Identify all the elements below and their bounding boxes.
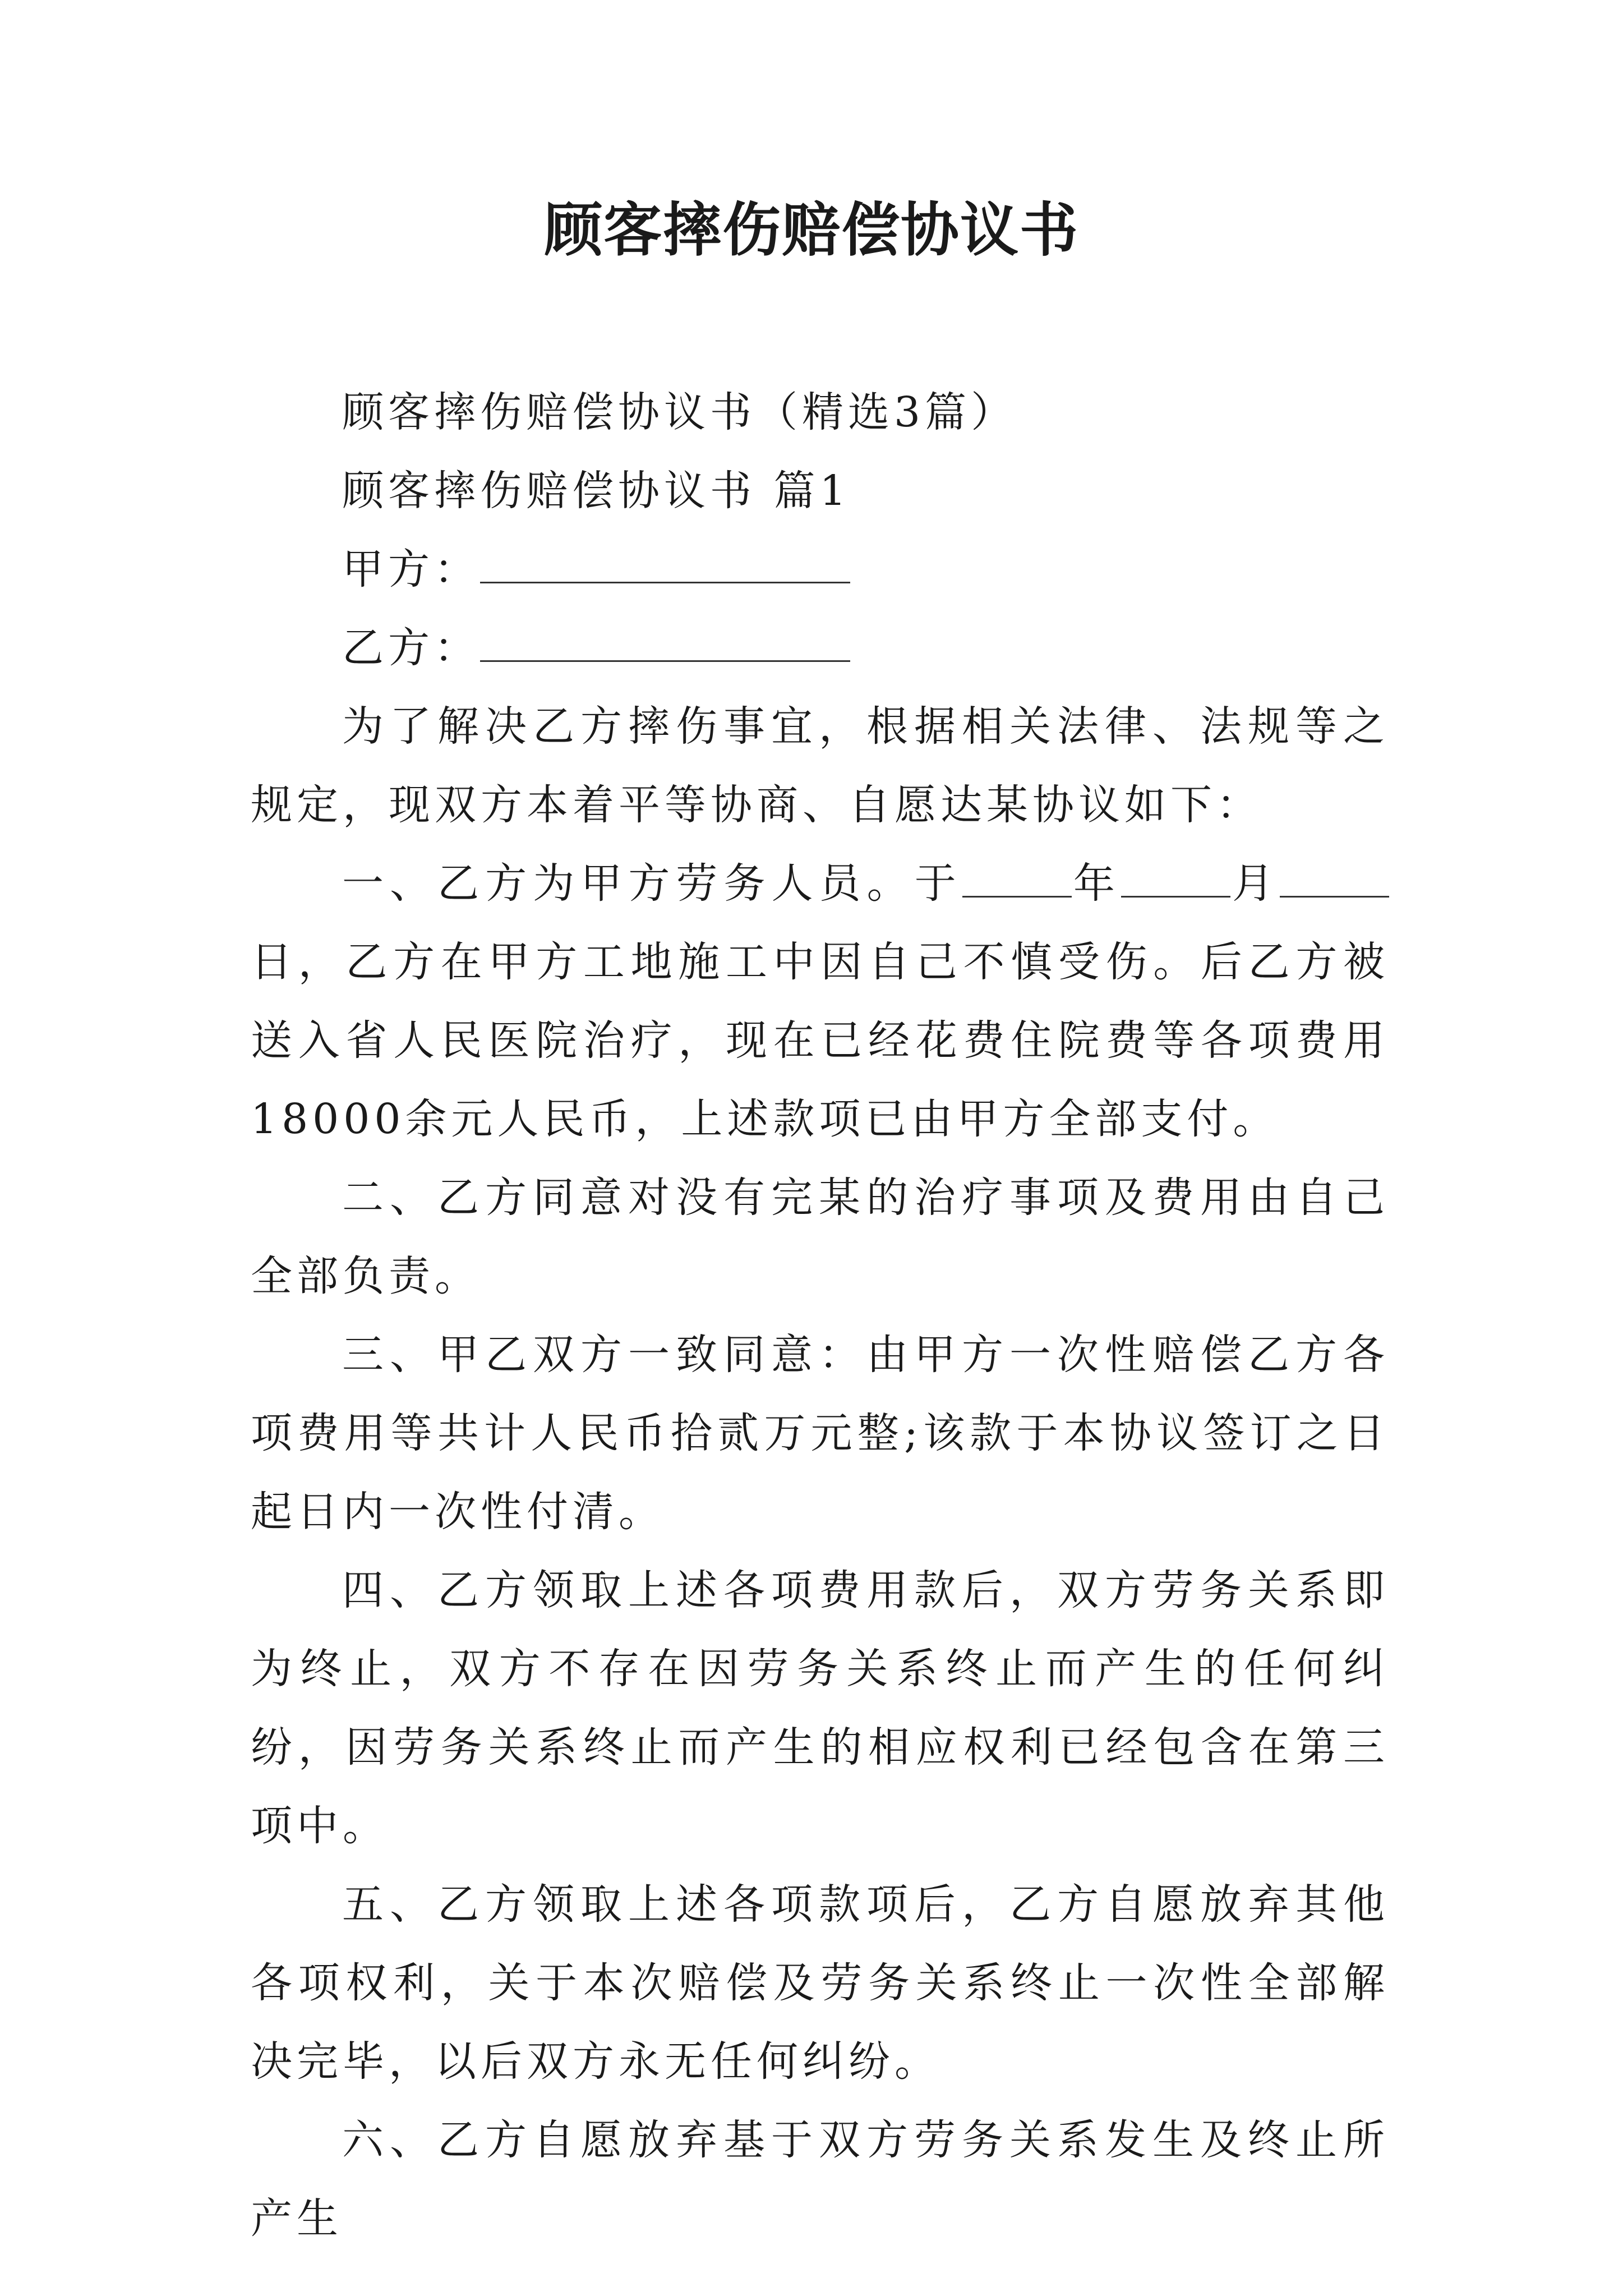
clause-5: 五、乙方领取上述各项款项后，乙方自愿放弃其他各项权利，关于本次赔偿及劳务关系终止一次性全部解决完毕，以后双方永无任何纠纷。 <box>251 1880 1389 2086</box>
document-title: 顾客摔伤赔偿协议书 <box>543 195 1079 264</box>
party-b-blank <box>480 620 850 662</box>
party-a-blank <box>480 541 850 583</box>
clause-4: 四、乙方领取上述各项费用款后，双方劳务关系即为终止，双方不存在因劳务关系终止而产生的任何纠纷，因劳务关系终止而产生的相应权利已经包含在第三项中。 <box>251 1566 1389 1850</box>
document-body <box>251 373 1389 2258</box>
clause-2: 二、乙方同意对没有完某的治疗事项及费用由自己全部负责。 <box>251 1174 1389 1300</box>
month-blank <box>1121 855 1230 898</box>
clause-1-prefix: 一、乙方为甲方劳务人员。于 <box>342 859 962 908</box>
clause-1-day: 日， <box>251 938 346 986</box>
clause-1-month: 月 <box>1230 859 1280 908</box>
intro-paragraph: 为了解决乙方摔伤事宜，根据相关法律、法规等之规定，现双方本着平等协商、自愿达某协议如下： <box>251 702 1389 829</box>
day-blank <box>1280 855 1389 898</box>
party-b-line <box>251 609 1389 687</box>
clause-3: 三、甲乙双方一致同意：由甲方一次性赔偿乙方各项费用等共计人民币拾贰万元整;该款于本协议签订之日起日内一次性付清。 <box>251 1331 1389 1536</box>
clause-6: 六、乙方自愿放弃基于双方劳务关系发生及终止所产生 <box>251 2116 1389 2243</box>
party-b-label: 乙方： <box>342 624 480 672</box>
clause-1-year: 年 <box>1071 859 1121 908</box>
party-a-label: 甲方： <box>342 545 480 593</box>
clause-1 <box>251 844 1389 1158</box>
party-a-line <box>251 530 1389 609</box>
document-subtitle: 顾客摔伤赔偿协议书（精选3篇） <box>342 388 1017 436</box>
part-heading: 顾客摔伤赔偿协议书 篇1 <box>342 467 851 515</box>
clause-1-rest: 乙方在甲方工地施工中因自己不慎受伤。后乙方被送入省人民医院治疗，现在已经花费住院费等各项费用18000余元人民币，上述款项已由甲方全部支付。 <box>251 938 1390 1143</box>
year-blank <box>962 855 1072 898</box>
